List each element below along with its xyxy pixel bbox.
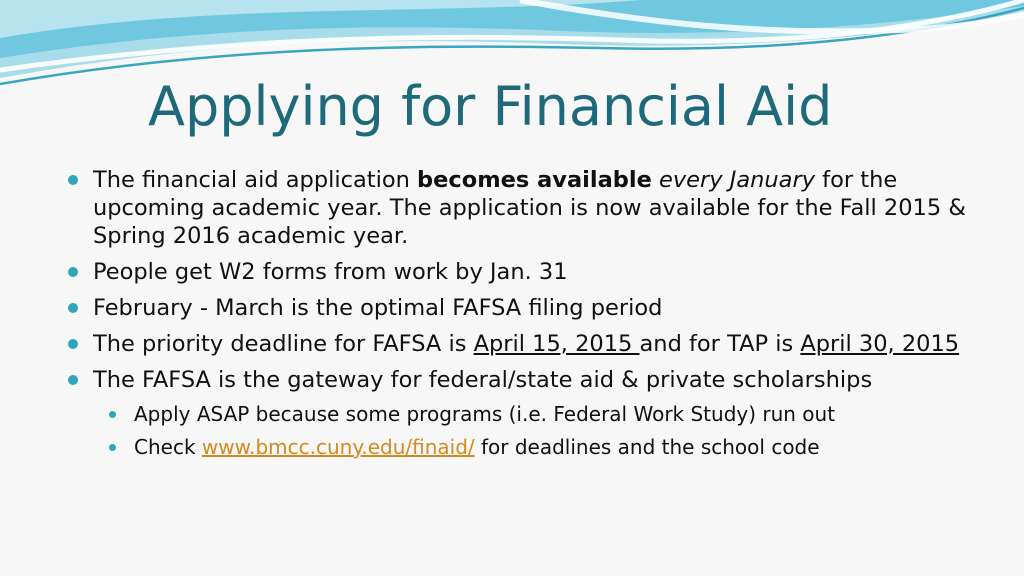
bullet-text: for the upcoming academic year. The application is now available for the Fall 2015 & Spring 2016 academic year. <box>93 167 966 249</box>
bullet-text: and for TAP is <box>639 331 801 357</box>
list-item <box>60 166 1000 250</box>
sub-bullet-text: Check <box>134 435 202 459</box>
bullet-text: The financial aid application <box>93 167 418 193</box>
bullet-text: February - March is the optimal FAFSA filing period <box>93 295 663 321</box>
bullet-text <box>652 167 659 193</box>
bullet-text: People get W2 forms from work by Jan. 31 <box>93 259 568 285</box>
list-item <box>60 366 1000 394</box>
bullet-text: The priority deadline for FAFSA is <box>93 331 474 357</box>
sub-bullet-text: Apply ASAP because some programs (i.e. Federal Work Study) run out <box>134 402 836 426</box>
bullet-list <box>60 166 1000 468</box>
list-item <box>60 294 1000 322</box>
fafsa-deadline-date: April 15, 2015 <box>473 331 640 357</box>
italic-text: every January <box>659 167 816 193</box>
sub-list-item <box>60 435 1000 459</box>
sub-list-item <box>60 402 1000 426</box>
list-item <box>60 258 1000 286</box>
bold-text: becomes available <box>417 167 652 193</box>
finaid-link[interactable]: www.bmcc.cuny.edu/finaid/ <box>201 435 475 459</box>
tap-deadline-date: April 30, 2015 <box>800 331 960 357</box>
bullet-text: The FAFSA is the gateway for federal/state aid & private scholarships <box>93 367 873 393</box>
sub-bullet-text: for deadlines and the school code <box>474 435 820 459</box>
list-item <box>60 330 1000 358</box>
page-title: Applying for Financial Aid <box>148 75 833 138</box>
